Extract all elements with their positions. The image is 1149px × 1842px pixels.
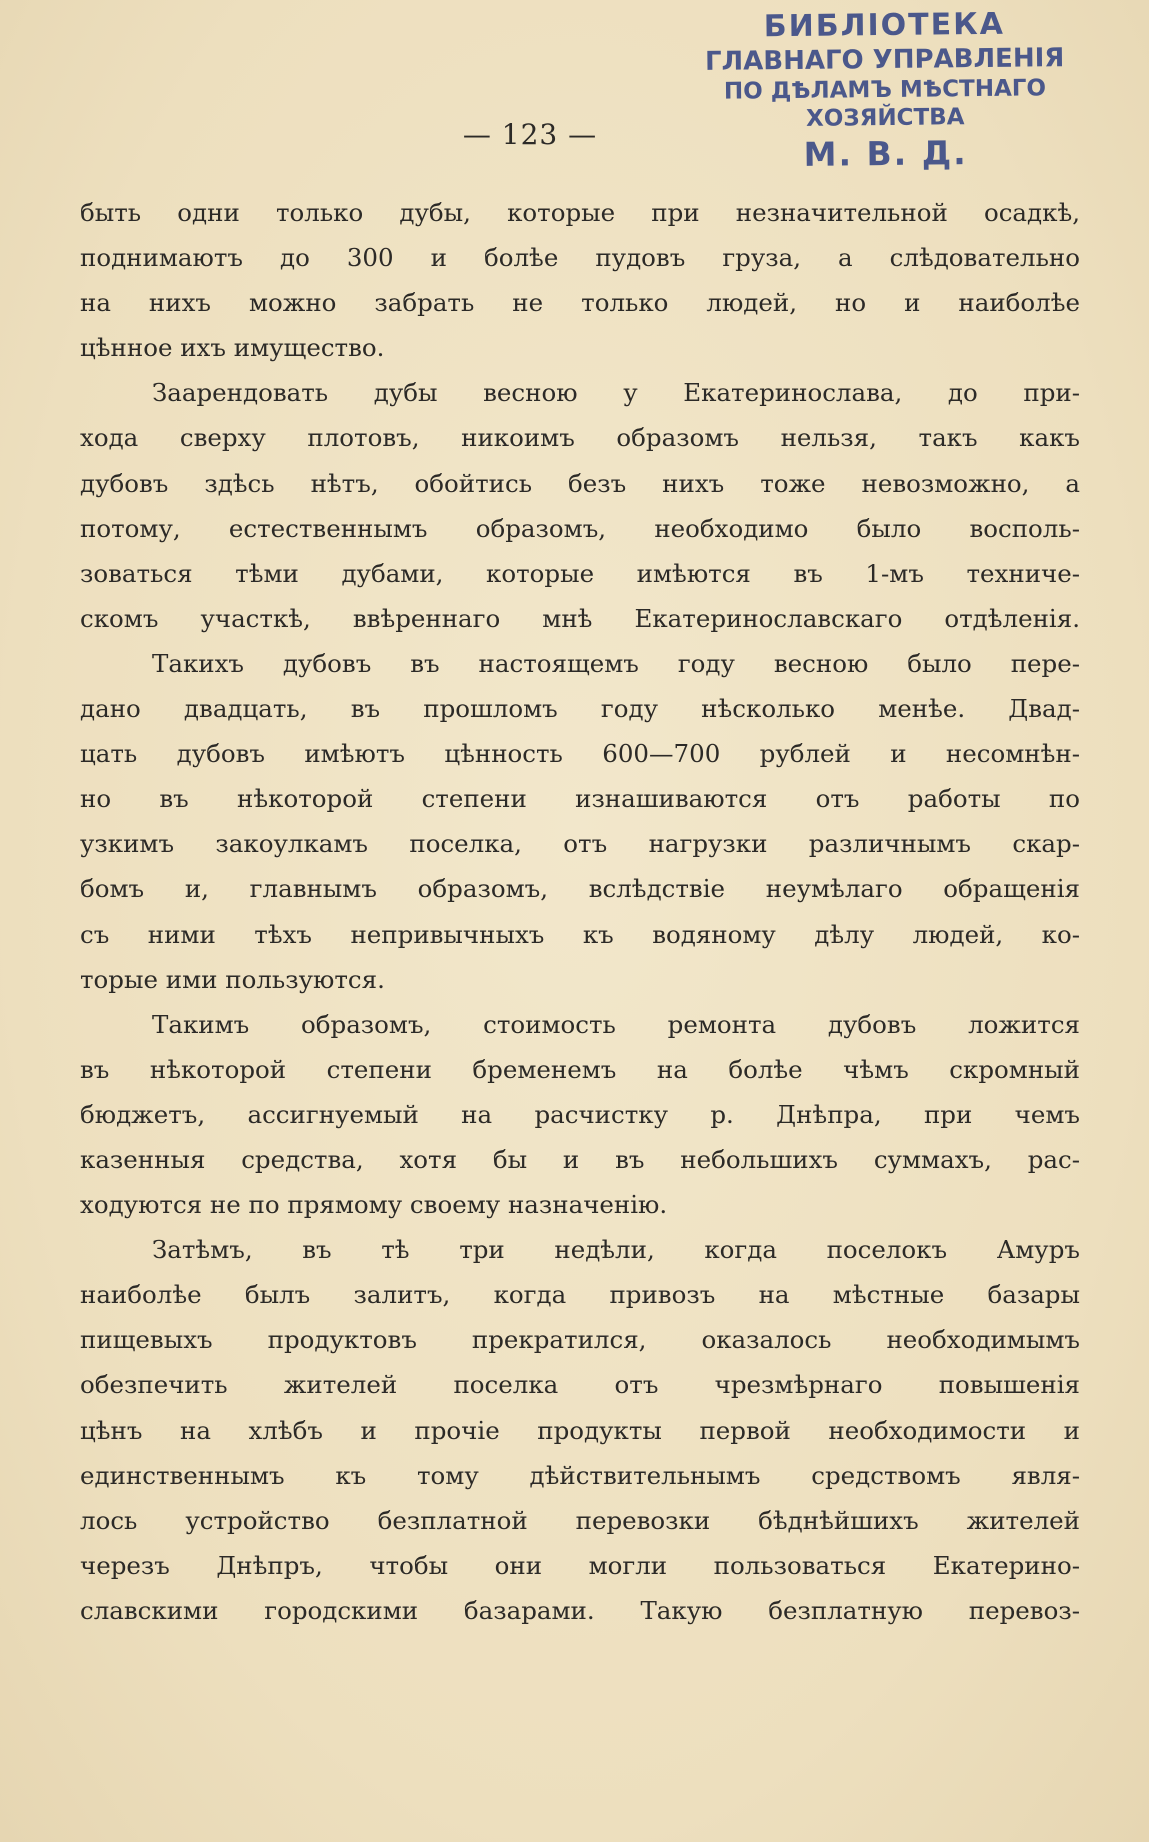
body-text [80,190,1080,1633]
stamp-line-3: ПО ДѢЛАМЪ МѢСТНАГО ХОЗЯЙСТВА [723,75,1047,133]
text-line: хода сверху плотовъ, никоимъ образомъ нельзя, такъ какъ [80,423,1080,453]
stamp-line-4: М. В. Д. [803,133,968,175]
text-line: скомъ участкѣ, ввѣреннаго мнѣ Екатеринославскаго отдѣленія. [80,603,1080,633]
text-line: бомъ и, главнымъ образомъ, вслѣдствіе неумѣлаго обращенія [80,874,1080,904]
stamp-line-1: БИБЛІОТЕКА [763,6,1006,45]
text-line: на нихъ можно забрать не только людей, но и наиболѣе [80,288,1080,318]
text-line: лось устройство безплатной перевозки бѣднѣйшихъ жителей [80,1505,1080,1535]
text-line: быть одни только дубы, которые при незначительной осадкѣ, [80,198,1080,227]
text-line: пищевыхъ продуктовъ прекратился, оказалось необходимымъ [80,1325,1080,1355]
text-line: узкимъ закоулкамъ поселка, отъ нагрузки различнымъ скар- [80,829,1080,859]
text-line: Такихъ дубовъ въ настоящемъ году весною было пере- [152,648,1080,678]
text-line: единственнымъ къ тому дѣйствительнымъ средствомъ явля- [80,1460,1080,1490]
text-line: бюджетъ, ассигнуемый на расчистку р. Днѣпра, при чемъ [80,1099,1080,1129]
text-line: поднимаютъ до 300 и болѣе пудовъ груза, а слѣдовательно [80,243,1080,273]
text-line: цѣнное ихъ имущество. [80,333,385,363]
text-line: наиболѣе былъ залитъ, когда привозъ на мѣстные базары [80,1280,1080,1310]
text-line: ходуются не по прямому своему назначенію. [80,1190,668,1220]
text-line: въ нѣкоторой степени бременемъ на болѣе чѣмъ скромный [80,1054,1080,1084]
text-line: Такимъ образомъ, стоимость ремонта дубовъ ложится [152,1009,1080,1039]
text-line: казенныя средства, хотя бы и въ небольшихъ суммахъ, рас- [80,1144,1080,1174]
text-line: обезпечить жителей поселка отъ чрезмѣрнаго повышенія [80,1370,1080,1400]
text-line: черезъ Днѣпръ, чтобы они могли пользоваться Екатерино- [80,1550,1080,1580]
text-line: зоваться тѣми дубами, которые имѣются въ 1-мъ техниче- [80,558,1080,588]
text-line: славскими городскими базарами. Такую безплатную перевоз- [80,1595,1080,1625]
text-line: дубовъ здѣсь нѣтъ, обойтись безъ нихъ тоже невозможно, а [80,468,1080,498]
text-line: дано двадцать, въ прошломъ году нѣсколько менѣе. Двад- [80,694,1080,724]
text-line: потому, естественнымъ образомъ, необходимо было восполь- [80,513,1080,543]
page-number: — 123 — [462,118,598,151]
text-line: съ ними тѣхъ непривычныхъ къ водяному дѣлу людей, ко- [80,919,1080,949]
stamp-line-2: ГЛАВНАГО УПРАВЛЕНІЯ [704,42,1065,77]
text-line: Заарендовать дубы весною у Екатеринослава, до при- [152,378,1080,408]
text-line: но въ нѣкоторой степени изнашиваются отъ работы по [80,784,1080,814]
text-line: цать дубовъ имѣютъ цѣнность 600—700 рублей и несомнѣн- [80,739,1080,769]
text-line: цѣнъ на хлѣбъ и прочіе продукты первой необходимости и [80,1415,1080,1445]
library-stamp [689,6,1081,177]
text-line: торые ими пользуются. [80,964,385,994]
text-line: Затѣмъ, въ тѣ три недѣли, когда поселокъ Амуръ [152,1235,1080,1265]
